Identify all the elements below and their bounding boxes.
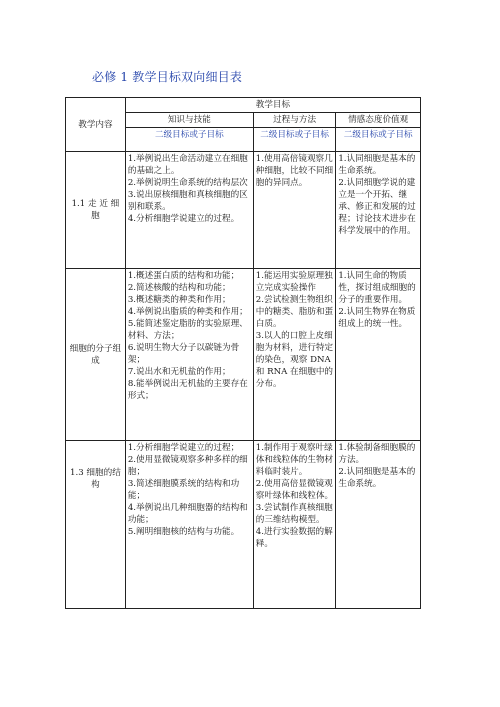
list-item: 1.能运用实验原理独立完成实验操作 — [255, 271, 333, 293]
list-item: 1.概述蛋白质的结构和功能； — [127, 271, 240, 281]
list-item: 2.认同生物界在物质组成上的统一性。 — [338, 307, 416, 329]
list-item: 2.尝试检测生物组织中的糖类、脂肪和蛋白质。 — [255, 295, 334, 329]
list-item: 2.举例说明生命系统的结构层次 — [127, 178, 248, 188]
list-item: 8.能举例说出无机盐的主要存在形式； — [127, 379, 248, 401]
column-header-process: 过程与方法 — [253, 113, 336, 128]
list-item: 4.举例说出脂质的种类和作用； — [127, 307, 248, 317]
list-item: 1.认同细胞是基本的生命系统。 — [338, 154, 416, 176]
list-item: 4.分析细胞学说建立的过程。 — [127, 214, 240, 224]
list-item: 1.使用高倍镜观察几种细胞，比较不同细胞的异同点。 — [255, 154, 334, 188]
column-header-knowledge: 知识与技能 — [125, 113, 253, 128]
process-cell — [253, 269, 336, 441]
list-item: 3.说出原核细胞和真核细胞的区别和联系。 — [127, 190, 248, 212]
objectives-table — [65, 97, 421, 609]
list-item: 2.认同细胞是基本的生命系统。 — [338, 467, 416, 489]
content-header: 教学内容 — [66, 98, 126, 152]
list-item: 2.使用高倍显微镜观察叶绿体和线粒体。 — [255, 479, 334, 501]
attitude-cell — [336, 441, 421, 609]
list-item: 1.认同生命的物质性，探讨组成细胞的分子的重要作用。 — [338, 271, 416, 305]
list-item: 5.阐明细胞核的结构与功能。 — [127, 527, 240, 537]
table-row — [66, 441, 421, 609]
knowledge-cell — [125, 152, 253, 269]
list-item: 3.尝试制作真核细胞的三维结构模型。 — [255, 503, 333, 525]
list-item: 3.以人的口腔上皮细胞为材料，进行特定的染色，观察 DNA 和 RNA 在细胞中的分布。 — [255, 331, 334, 389]
list-item: 1.制作用于观察叶绿体和线粒体的生物材料临时装片。 — [255, 443, 334, 477]
sub-header-process: 二级目标或子目标 — [253, 128, 336, 152]
row-label: 1.3 细胞的结构 — [66, 441, 126, 609]
list-item: 6.说明生物大分子以碳链为骨架； — [127, 343, 240, 365]
list-item: 4.举例说出几种细胞器的结构和功能； — [127, 503, 248, 525]
knowledge-cell — [125, 441, 253, 609]
list-item: 1.举例说出生命活动建立在细胞的基础之上。 — [127, 154, 248, 176]
list-item: 2.简述核酸的结构和功能； — [127, 283, 231, 293]
sub-header-attitude: 二级目标或子目标 — [336, 128, 421, 152]
row-label: 1.1 走 近 细 胞 — [66, 152, 126, 269]
process-cell — [253, 441, 336, 609]
list-item: 1.体验制备细胞膜的方法。 — [338, 443, 416, 465]
list-item: 3.简述细胞膜系统的结构和功能； — [127, 479, 240, 501]
process-cell — [253, 152, 336, 269]
knowledge-cell — [125, 269, 253, 441]
list-item: 7.说出水和无机盐的作用； — [127, 367, 231, 377]
list-item: 2.认同细胞学说的建立是一个开拓、继承、修正和发展的过程；讨论技术进步在科学发展中的作用。 — [338, 178, 416, 236]
sub-header-knowledge: 二级目标或子目标 — [125, 128, 253, 152]
attitude-cell — [336, 269, 421, 441]
goals-header: 教学目标 — [125, 98, 420, 113]
list-item: 3.概述糖类的种类和作用； — [127, 295, 231, 305]
list-item: 5.能简述鉴定脂肪的实验原理、材料、方法； — [127, 319, 248, 341]
column-header-attitude: 情感态度价值观 — [336, 113, 421, 128]
page-title: 必修 1 教学目标双向细目表 — [92, 70, 243, 84]
attitude-cell — [336, 152, 421, 269]
table-row — [66, 269, 421, 441]
table-row — [66, 152, 421, 269]
list-item: 1.分析细胞学说建立的过程； — [127, 443, 240, 453]
row-label: 细胞的分子组成 — [66, 269, 126, 441]
list-item: 4.进行实验数据的解释。 — [255, 527, 333, 549]
list-item: 2.使用显微镜观察多种多样的细胞； — [127, 455, 248, 477]
